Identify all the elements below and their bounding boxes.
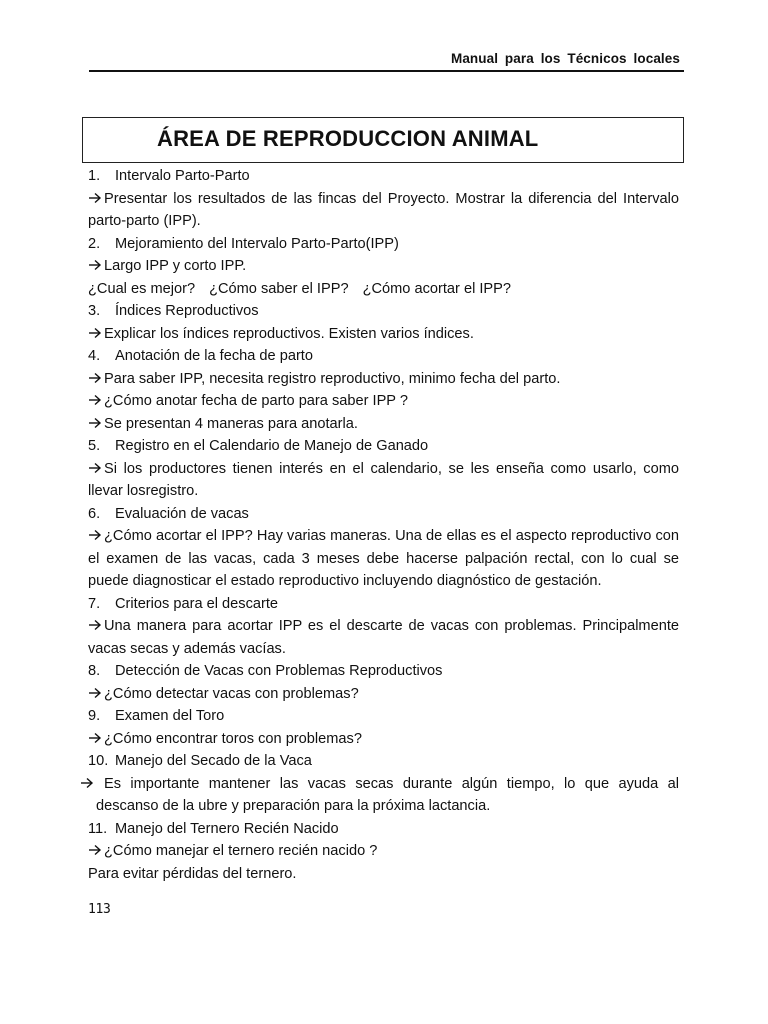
list-item-heading	[88, 435, 679, 458]
question-text: ¿Cómo saber el IPP?	[209, 280, 349, 297]
list-item-detail	[88, 458, 679, 503]
list-item-number: 1.	[88, 168, 101, 184]
arrow-right-icon	[88, 615, 104, 638]
list-item-detail	[88, 840, 679, 863]
arrow-right-icon	[88, 458, 104, 481]
detail-text: ¿Cómo acortar el IPP? Hay varias maneras. Una de ellas es el aspecto reproductivo con el examen de las vacas, cada 3 meses debe hacerse palpación rectal, con lo cual se puede diagnosticar el estado reproductivo incluyendo diagnóstico de gestación.	[88, 528, 679, 589]
list-item-title: Intervalo Parto-Parto	[115, 168, 250, 184]
detail-text: Presentar los resultados de las fincas del Proyecto. Mostrar la diferencia del Intervalo parto-parto (IPP).	[88, 190, 679, 229]
list-item-detail	[88, 773, 679, 818]
arrow-right-icon	[88, 323, 104, 346]
list-item-title: Evaluación de vacas	[115, 505, 249, 522]
list-item-detail	[88, 368, 679, 391]
list-item-number: 8.	[88, 663, 101, 679]
list-item-title: Mejoramiento del Intervalo Parto-Parto(IPP)	[115, 235, 399, 252]
arrow-right-icon	[88, 188, 104, 211]
list-item-number: 2.	[88, 235, 101, 252]
detail-text: Se presentan 4 maneras para anotarla.	[104, 415, 358, 432]
list-item-number: 10.	[88, 753, 109, 769]
page-title: ÁREA DE REPRODUCCION ANIMAL	[157, 126, 539, 151]
list-item-heading	[88, 818, 679, 841]
list-item-heading	[88, 593, 679, 616]
list-item-title: Manejo del Secado de la Vaca	[115, 753, 312, 769]
detail-text: Es importante mantener las vacas secas durante algún tiempo, lo que ayuda al descanso de la ubre y preparación para la próxima lactancia.	[96, 775, 679, 814]
list-item-heading	[88, 750, 679, 773]
arrow-right-icon	[88, 368, 104, 391]
detail-text: Explicar los índices reproductivos. Existen varios índices.	[104, 325, 474, 342]
title-box	[82, 117, 684, 163]
running-header: Manual para los Técnicos locales	[450, 51, 680, 66]
list-item-title: Detección de Vacas con Problemas Reproductivos	[115, 663, 443, 679]
list-item-detail	[88, 525, 679, 593]
arrow-right-icon	[88, 683, 104, 706]
detail-text: ¿Cómo encontrar toros con problemas?	[104, 730, 362, 747]
list-item-detail	[88, 413, 679, 436]
content-body	[88, 165, 679, 885]
list-item-heading	[88, 233, 679, 256]
list-item-detail	[88, 278, 679, 301]
list-item-heading	[88, 660, 679, 683]
list-item-number: 7.	[88, 595, 101, 612]
list-item-title: Examen del Toro	[115, 708, 225, 724]
list-item-number: 9.	[88, 708, 101, 724]
arrow-right-icon	[88, 728, 104, 751]
list-item-detail	[88, 615, 679, 660]
list-item-number: 6.	[88, 505, 101, 522]
detail-text: ¿Cómo detectar vacas con problemas?	[104, 685, 359, 702]
list-item-detail	[88, 188, 679, 233]
list-item-detail	[88, 255, 679, 278]
page-number: 113	[88, 902, 111, 917]
arrow-right-icon	[88, 773, 104, 796]
list-item-heading	[88, 165, 679, 188]
list-item-title: Anotación de la fecha de parto	[115, 348, 313, 364]
list-item-number: 4.	[88, 348, 101, 364]
header-rule	[89, 70, 684, 72]
list-item-title: Registro en el Calendario de Manejo de Ganado	[115, 438, 429, 454]
arrow-right-icon	[88, 255, 104, 278]
arrow-right-icon	[88, 390, 104, 413]
list-item-detail	[88, 390, 679, 413]
list-item-title: Índices Reproductivos	[115, 303, 259, 319]
list-item-number: 5.	[88, 438, 101, 454]
list-item-heading	[88, 705, 679, 728]
arrow-right-icon	[88, 525, 104, 548]
arrow-right-icon	[88, 840, 104, 863]
list-item-detail	[88, 323, 679, 346]
arrow-right-icon	[88, 413, 104, 436]
list-item-title: Criterios para el descarte	[115, 595, 279, 612]
list-item-heading	[88, 345, 679, 368]
list-item-detail	[88, 728, 679, 751]
question-text: ¿Cómo acortar el IPP?	[362, 280, 512, 297]
list-item-heading	[88, 503, 679, 526]
list-item-heading	[88, 300, 679, 323]
detail-text: Para evitar pérdidas del ternero.	[88, 865, 297, 882]
detail-text: Si los productores tienen interés en el calendario, se les enseña como usarlo, como llevar losregistro.	[88, 460, 679, 499]
detail-text: ¿Cómo manejar el ternero recién nacido ?	[104, 843, 378, 859]
list-item-number: 3.	[88, 303, 101, 319]
list-item-detail	[88, 863, 679, 886]
detail-text: ¿Cómo anotar fecha de parto para saber IPP ?	[104, 393, 408, 409]
detail-text: Largo IPP y corto IPP.	[104, 258, 247, 274]
list-item-detail	[88, 683, 679, 706]
list-item-number: 11.	[88, 820, 108, 837]
detail-text: Una manera para acortar IPP es el descarte de vacas con problemas. Principalmente vacas secas y además vacías.	[88, 618, 679, 657]
question-text: ¿Cual es mejor?	[88, 280, 196, 297]
list-item-title: Manejo del Ternero Recién Nacido	[115, 820, 339, 837]
detail-text: Para saber IPP, necesita registro reproductivo, minimo fecha del parto.	[104, 370, 561, 387]
